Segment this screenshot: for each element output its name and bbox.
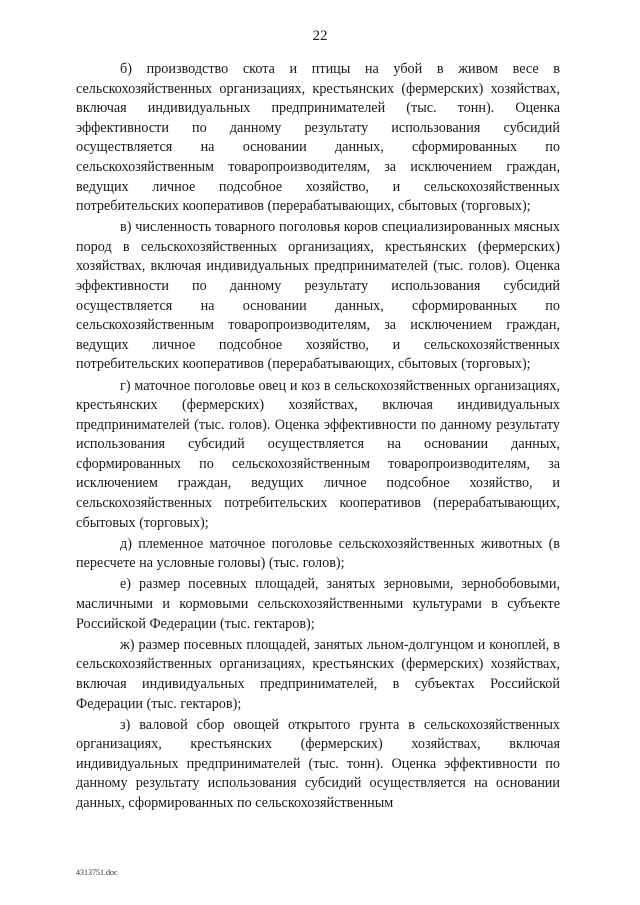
paragraph-b: б) производство скота и птицы на убой в живом весе в сельскохозяйственных организациях, крестьянских (фермерских) хозяйствах, включая индивидуальных предпринимателей (тыс. тонн). Оценка эффективности по данному результату использования субсидий осуществляется на основании данных, сформированных по сельскохозяйственным товаропроизводителям, за исключением граждан, ведущих личное подсобное хозяйство, и сельскохозяйственных потребительских кооперативов (перерабатывающих, сбытовых (торговых); <box>76 61 560 215</box>
paragraph-d: д) племенное маточное поголовье сельскохозяйственных животных (в пересчете на условные головы) (тыс. голов); <box>76 535 560 572</box>
file-footer: 4313751.doc <box>76 868 118 877</box>
paragraph-v: в) численность товарного поголовья коров специализированных мясных пород в сельскохозяйственных организациях, крестьянских (фермерских) хозяйствах, включая индивидуальных предпринимателей (тыс. голов). Оценка эффективности по данному результату использования субсидий осуществляется на основании данных, сформированных по сельскохозяйственным товаропроизводителям, за исключением граждан, ведущих личное подсобное хозяйство, и сельскохозяйственных потребительских кооперативов (перерабатывающих, сбытовых (торговых); <box>76 219 560 373</box>
paragraph-g: г) маточное поголовье овец и коз в сельскохозяйственных организациях, крестьянских (фермерских) хозяйствах, включая индивидуальных предпринимателей (тыс. голов). Оценка эффективности по данному результату использования субсидий осуществляется на основании данных, сформированных по сельскохозяйственным товаропроизводителям, за исключением граждан, ведущих личное подсобное хозяйство, и сельскохозяйственных потребительских кооперативов (перерабатывающих, сбытовых (торговых); <box>76 377 560 531</box>
document-body <box>76 60 560 814</box>
page-number: 22 <box>312 28 328 44</box>
paragraph-e: е) размер посевных площадей, занятых зерновыми, зернобобовыми, масличными и кормовыми сельскохозяйственными культурами в субъекте Российской Федерации (тыс. гектаров); <box>76 576 560 632</box>
paragraph-zh: ж) размер посевных площадей, занятых льном-долгунцом и коноплей, в сельскохозяйственных организациях, крестьянских (фермерских) хозяйствах, включая индивидуальных предпринимателей, в субъектах Российской Федерации (тыс. гектаров); <box>76 636 560 712</box>
paragraph-z: з) валовой сбор овощей открытого грунта в сельскохозяйственных организациях, крестьянских (фермерских) хозяйствах, включая индивидуальных предпринимателей (тыс. тонн). Оценка эффективности по данному результату использования субсидий осуществляется на основании данных, сформированных по сельскохозяйственным <box>76 716 560 811</box>
